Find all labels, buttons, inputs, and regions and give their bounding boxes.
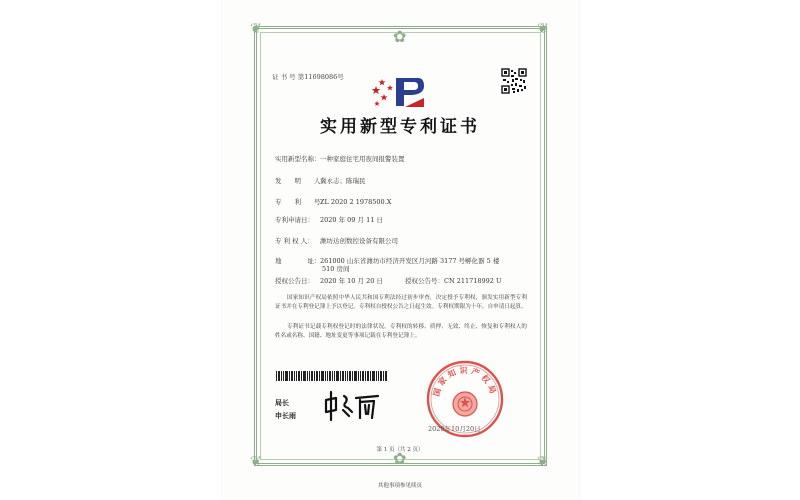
field-label: 专 利 号： bbox=[275, 198, 327, 206]
field-value: 2020 年 09 月 11 日 bbox=[320, 216, 383, 224]
field-label: 发 明 人： bbox=[275, 177, 327, 185]
field-value: 一种家庭住宅用夜间报警装置 bbox=[320, 155, 405, 163]
field-value: 冀永志；陈瑞民 bbox=[320, 177, 366, 185]
corner-ornament-icon: ❦ bbox=[537, 21, 549, 37]
field-grant-date bbox=[275, 276, 383, 285]
certificate-title: 实用新型专利证书 bbox=[320, 117, 480, 137]
legal-status-paragraph: 专利证书记载专利权登记时的法律状况。专利权的转移、质押、无效、终止、恢复和专利权人的姓名或名称、国籍、地址变更等事项记载在专利登记簿上。 bbox=[275, 324, 527, 339]
field-label: 授权公告日： bbox=[275, 277, 314, 285]
corner-ornament-icon: ❦ bbox=[537, 454, 549, 470]
director-title: 申长雨 bbox=[275, 411, 296, 420]
barcode-icon bbox=[276, 371, 388, 381]
footer-note: 其他事项参见续页 bbox=[377, 483, 422, 489]
field-address bbox=[275, 256, 499, 265]
seal-date: 2020年10月20日 bbox=[428, 425, 481, 433]
statement-paragraph: 国家知识产权局依照中华人民共和国专利法经过初步审查，决定授予专利权，颁发实用新型专利证书并在专利登记簿上予以登记。专利权自授权公告之日起生效。专利权期限为十年，自申请日起算。 bbox=[275, 295, 527, 310]
field-label: 实用新型名称： bbox=[275, 155, 321, 163]
field-value: 2020 年 10 月 20 日 bbox=[320, 277, 383, 285]
field-address-line-2: 510 房间 bbox=[322, 265, 350, 273]
field-value: CN 211718992 U bbox=[444, 277, 502, 285]
top-ornament-icon: ✿ bbox=[393, 27, 407, 46]
corner-ornament-icon: ❦ bbox=[250, 21, 262, 37]
field-value: 261000 山东省潍坊市经济开发区月河路 3177 号孵化器 5 楼 bbox=[320, 257, 500, 265]
field-patent-holder bbox=[275, 236, 398, 245]
field-filing-date bbox=[275, 215, 383, 224]
field-value: 潍坊达创数控设备有限公司 bbox=[320, 237, 398, 245]
field-label: 授权公告号： bbox=[405, 277, 444, 285]
field-label: 地 址： bbox=[275, 257, 321, 265]
field-utility-name bbox=[275, 154, 405, 163]
svg-text:国家知识产权局: 国家知识产权局 bbox=[431, 366, 499, 398]
handwritten-signature bbox=[322, 388, 382, 424]
patent-office-logo-icon bbox=[372, 74, 426, 108]
field-label: 专 利 权 人： bbox=[275, 237, 314, 245]
field-inventor bbox=[275, 176, 366, 185]
page-number: 第 1 页（共 2 页） bbox=[376, 447, 424, 453]
certificate-number: 证 书 号 第11698086号 bbox=[272, 73, 344, 81]
field-patent-number bbox=[275, 197, 391, 206]
director-label: 局长 bbox=[275, 398, 289, 407]
field-grant-number bbox=[405, 276, 502, 285]
qr-code-icon bbox=[501, 68, 527, 94]
field-label: 专利申请日： bbox=[275, 216, 314, 224]
corner-ornament-icon: ❦ bbox=[250, 454, 262, 470]
field-value: ZL 2020 2 1978500.X bbox=[320, 198, 392, 206]
bottom-ornament-icon: ✿ bbox=[393, 449, 407, 468]
